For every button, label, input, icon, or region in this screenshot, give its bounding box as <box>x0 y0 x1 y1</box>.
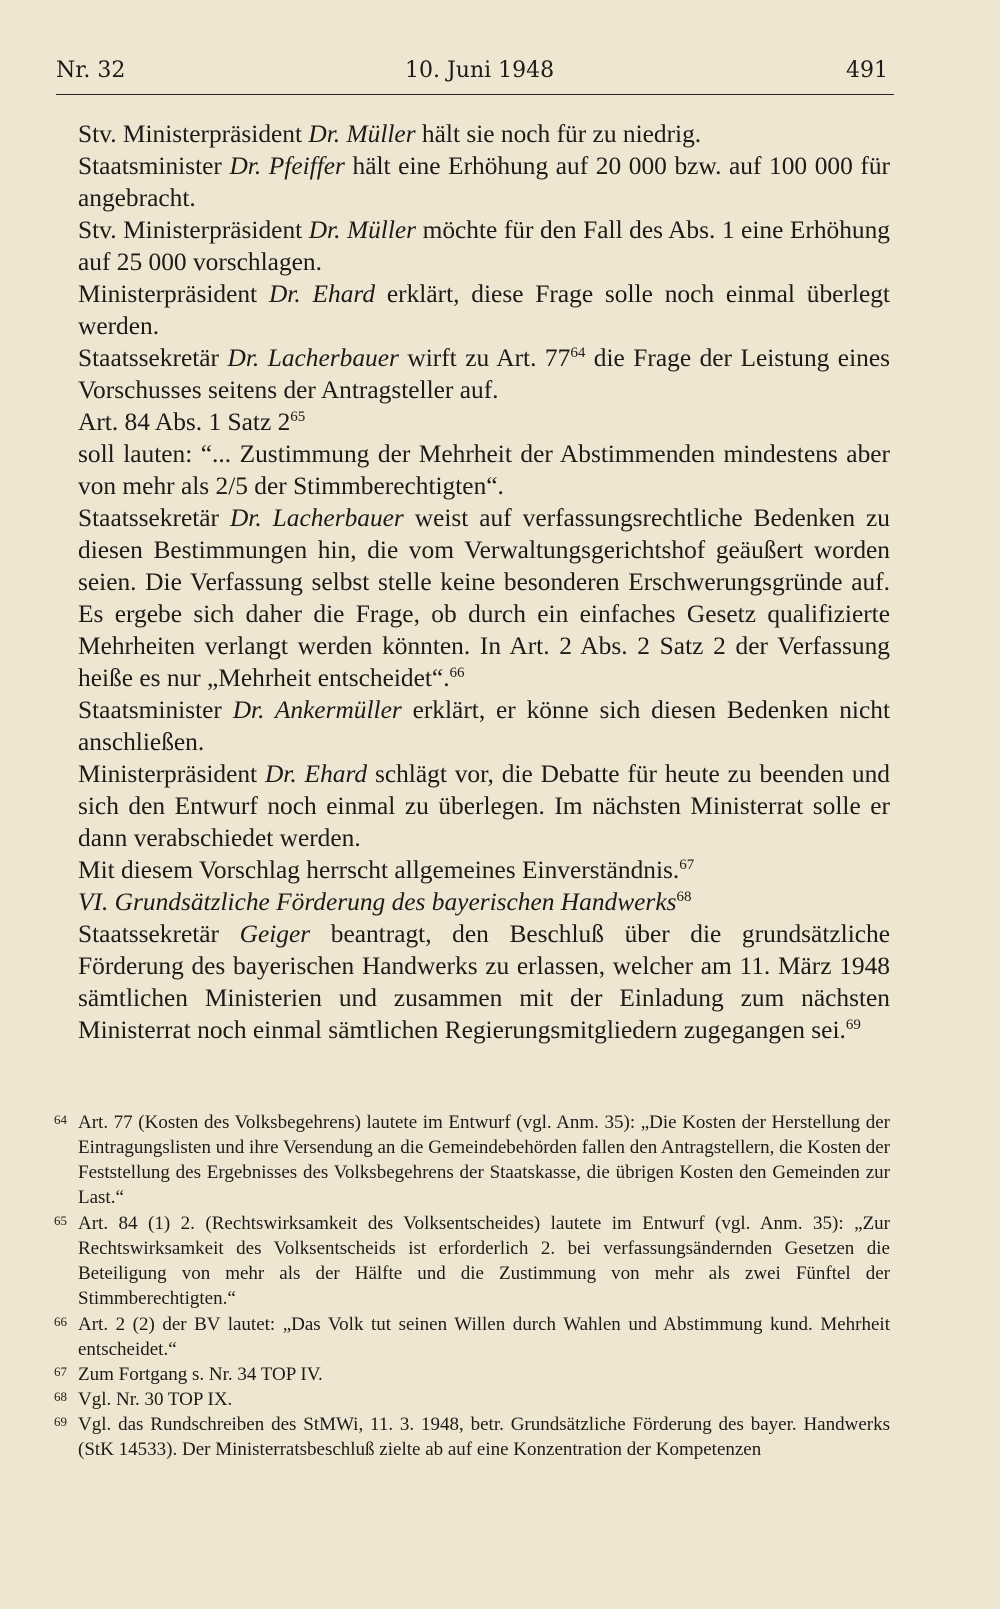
person-name: Dr. Lacherbauer <box>229 504 404 532</box>
person-name: Dr. Pfeiffer <box>229 152 345 180</box>
paragraph: soll lauten: “... Zustimmung der Mehrheit der Abstimmenden mindestens aber von mehr als 2/5 der Stimmberechtigten“. <box>78 440 890 500</box>
footnote-ref[interactable]: 64 <box>570 345 586 361</box>
footnote <box>54 1312 890 1362</box>
footnote <box>54 1412 890 1462</box>
footnote-number: 64 <box>54 1112 67 1127</box>
footnote-number: 67 <box>54 1364 67 1379</box>
paragraph: Staatsminister Dr. Pfeiffer hält eine Erhöhung auf 20 000 bzw. auf 100 000 für angebracht. <box>78 152 890 212</box>
footnote-ref[interactable]: 65 <box>290 409 306 425</box>
footnote-text: Vgl. das Rundschreiben des StMWi, 11. 3. 1948, betr. Grundsätzliche Förderung des bayer. Handwerks (StK 14533). Der Ministerratsbeschluß zielte ab auf eine Konzentration der Kompetenzen <box>78 1414 890 1460</box>
footnote-ref[interactable]: 66 <box>449 665 465 681</box>
page-number: 491 <box>846 58 888 83</box>
footnote-text: Art. 77 (Kosten des Volksbegehrens) lautete im Entwurf (vgl. Anm. 35): „Die Kosten der Herstellung der Eintragungslisten und ihre Versendung an die Gemeindebehörden fallen den Antragstellern, die Kosten der Feststellung des Ergebnisses des Volksbegehrens der Staatskasse, die übrigen Kosten den Gemeinden zur Last.“ <box>78 1112 890 1208</box>
footnote <box>54 1211 890 1311</box>
footnote-text: Art. 84 (1) 2. (Rechtswirksamkeit des Volksentscheides) lautete im Entwurf (vgl. Anm. 35): „Zur Rechtswirksamkeit des Volksentscheids ist erforderlich 2. bei verfassungsändernden Gesetzen die Beteiligung von mehr als der Hälfte und die Zustimmung von mehr als zwei Fünftel der Stimmberechtigten.“ <box>78 1213 890 1309</box>
person-name: Dr. Ehard <box>268 280 376 308</box>
footnote <box>54 1387 890 1412</box>
footnote-ref[interactable]: 68 <box>676 889 692 905</box>
section-heading: VI. Grundsätzliche Förderung des bayerischen Handwerks$^{68}$ <box>78 888 692 916</box>
footnote-text: Art. 2 (2) der BV lautet: „Das Volk tut seinen Willen durch Wahlen und Abstimmung kund. Mehrheit entscheidet.“ <box>78 1314 890 1360</box>
paragraph: Ministerpräsident Dr. Ehard erklärt, diese Frage solle noch einmal überlegt werden. <box>78 280 890 340</box>
paragraph: Stv. Ministerpräsident Dr. Müller möchte für den Fall des Abs. 1 eine Erhöhung auf 25 000 vorschlagen. <box>78 216 890 276</box>
paragraph: Art. 84 Abs. 1 Satz $2^{65}$ <box>78 408 306 436</box>
footnote-number: 69 <box>54 1414 67 1429</box>
footnote-number: 65 <box>54 1213 67 1228</box>
person-name: Dr. Lacherbauer <box>227 344 399 372</box>
footnote-number: 66 <box>54 1314 67 1329</box>
person-name: Dr. Müller <box>308 216 417 244</box>
footnote-ref[interactable]: 67 <box>679 857 695 873</box>
paragraph: Staatssekretär Dr. Lacherbauer weist auf verfassungsrechtliche Bedenken zu diesen Bestimmungen hin, die vom Verwaltungsgerichtshof geäußert worden seien. Die Verfassung selbst stelle keine besonderen Erschwerungsgründe auf. Es ergebe sich daher die Frage, ob durch ein einfaches Gesetz qualifizierte Mehrheiten verlangt werden könnten. In Art. 2 Abs. 2 Satz 2 der Verfassung heiße es nur „Mehrheit entscheidet“.$^{66}$ <box>78 504 890 692</box>
footnote <box>54 1362 890 1387</box>
issue-number: Nr. 32 <box>56 58 126 83</box>
paragraph: Stv. Ministerpräsident Dr. Müller hält sie noch für zu niedrig. <box>78 120 702 148</box>
person-name: Dr. Ehard <box>264 760 368 788</box>
paragraph: Staatssekretär Geiger beantragt, den Beschluß über die grundsätzliche Förderung des bayerischen Handwerks zu erlassen, welcher am 11. März 1948 sämtlichen Ministerien und zusammen mit der Einladung zum nächsten Ministerrat noch einmal sämtlichen Regierungsmitgliedern zugegangen sei.$^{69}$ <box>78 920 890 1044</box>
person-name: Geiger <box>239 920 311 948</box>
paragraph: Staatssekretär Dr. Lacherbauer wirft zu Art. $77^{64}$ die Frage der Leistung eines Vorschusses seitens der Antragsteller auf. <box>78 344 890 404</box>
paragraph: Ministerpräsident Dr. Ehard schlägt vor, die Debatte für heute zu beenden und sich den Entwurf noch einmal zu überlegen. Im nächsten Ministerrat solle er dann verabschiedet werden. <box>78 760 890 852</box>
footnote-text: Vgl. Nr. 30 TOP IX. <box>78 1389 233 1410</box>
footnote-number: 68 <box>54 1389 67 1404</box>
header-rule <box>56 94 894 95</box>
page-date: 10. Juni 1948 <box>405 58 555 83</box>
paragraph: Staatsminister Dr. Ankermüller erklärt, er könne sich diesen Bedenken nicht anschließen. <box>78 696 890 756</box>
person-name: Dr. Müller <box>308 120 416 148</box>
footnote-text: Zum Fortgang s. Nr. 34 TOP IV. <box>78 1364 323 1385</box>
paragraph: Mit diesem Vorschlag herrscht allgemeines Einverständnis.$^{67}$ <box>78 856 695 884</box>
main-text <box>78 118 890 1046</box>
footnote-ref[interactable]: 69 <box>845 1017 861 1033</box>
footnote <box>54 1110 890 1210</box>
person-name: Dr. Ankermüller <box>232 696 402 724</box>
